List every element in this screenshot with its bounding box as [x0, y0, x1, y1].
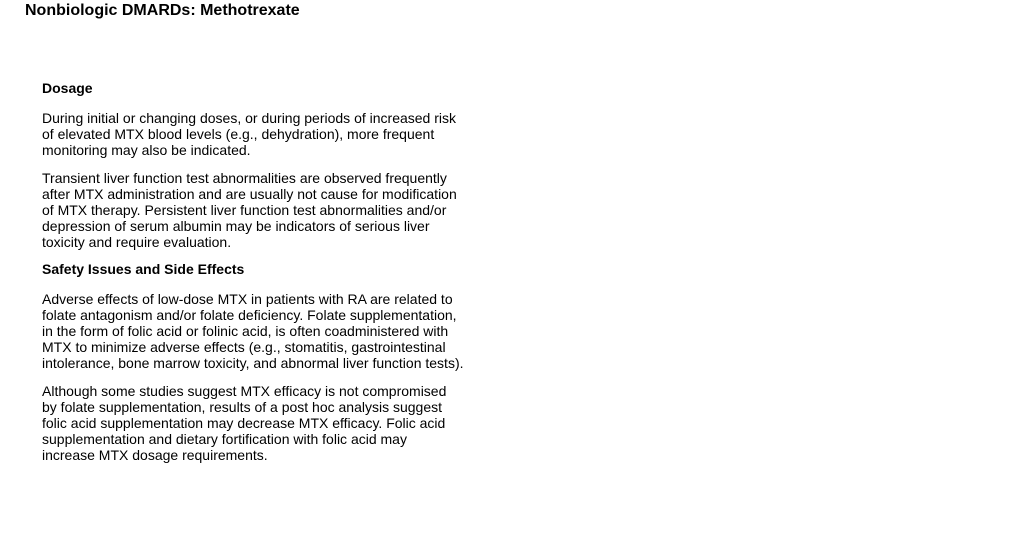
- section-heading-safety: Safety Issues and Side Effects: [42, 260, 245, 277]
- text-line: Transient liver function test abnormalities are observed frequently: [42, 169, 447, 186]
- text-line: monitoring may also be indicated.: [42, 142, 251, 159]
- paragraph-adverse-effects: [42, 291, 482, 372]
- text-line: folic acid supplementation may decrease MTX efficacy. Folic acid: [42, 415, 446, 432]
- text-line: Although some studies suggest MTX efficacy is not compromised: [42, 382, 447, 399]
- text-line: after MTX administration and are usually not cause for modification: [42, 185, 457, 202]
- text-line: MTX to minimize adverse effects (e.g., stomatitis, gastrointestinal: [42, 339, 446, 356]
- text-line: Adverse effects of low-dose MTX in patients with RA are related to: [42, 290, 453, 307]
- text-line: increase MTX dosage requirements.: [42, 447, 268, 464]
- text-line: depression of serum albumin may be indicators of serious liver: [42, 218, 430, 235]
- paragraph-folate-efficacy: [42, 383, 482, 464]
- section-heading-dosage: Dosage: [42, 80, 93, 96]
- page-title: Nonbiologic DMARDs: Methotrexate: [25, 2, 300, 19]
- text-line: toxicity and require evaluation.: [42, 234, 232, 251]
- slide-content: [42, 80, 482, 464]
- text-line: During initial or changing doses, or during periods of increased risk: [42, 110, 456, 126]
- text-line: of elevated MTX blood levels (e.g., dehydration), more frequent: [42, 126, 435, 143]
- text-line: folate antagonism and/or folate deficiency. Folate supplementation,: [42, 306, 457, 323]
- text-line: in the form of folic acid or folinic acid, is often coadministered with: [42, 323, 449, 340]
- text-line: by folate supplementation, results of a post hoc analysis suggest: [42, 398, 443, 415]
- text-line: of MTX therapy. Persistent liver function test abnormalities and/or: [42, 202, 447, 219]
- text-line: supplementation and dietary fortification with folic acid may: [42, 431, 407, 448]
- paragraph-dosage-monitoring: [42, 110, 482, 159]
- paragraph-liver-function: [42, 170, 482, 251]
- text-line: intolerance, bone marrow toxicity, and abnormal liver function tests).: [42, 355, 464, 372]
